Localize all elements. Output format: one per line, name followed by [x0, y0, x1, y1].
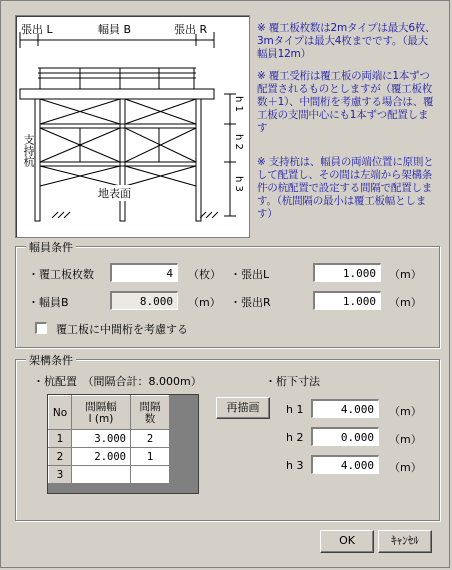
row-no: 3 — [49, 466, 72, 484]
middle-beam-checkbox[interactable] — [35, 322, 47, 334]
label-pile: 支持杭 — [22, 134, 35, 167]
interval-count-cell[interactable]: 2 — [131, 430, 170, 448]
row-no: 1 — [49, 430, 72, 448]
ok-button[interactable]: OK — [320, 530, 374, 553]
label-overhang-r: 張出 R — [174, 23, 208, 36]
interval-width-cell[interactable]: 3.000 — [72, 430, 131, 448]
col-header-no: No — [49, 396, 72, 430]
h1-input[interactable]: 4.000 — [311, 399, 379, 418]
interval-width-cell[interactable]: 2.000 — [72, 448, 131, 466]
note-beam: ※ 覆工受桁は覆工板の両端に1本ずつ配置されるものとしますが（覆工板枚数＋1）、中間桁を考慮する場合は、覆工板の支間中心にも1本ずつ配置します — [257, 70, 434, 134]
panel-count-input[interactable]: 4 — [110, 263, 178, 282]
label-h2: h 2 — [233, 134, 244, 150]
col-header-count: 間隔 数 — [131, 396, 170, 430]
pile-interval-grid — [47, 394, 199, 494]
width-field: 8.000 — [110, 291, 178, 310]
label-overhang-l: 張出 L — [21, 23, 53, 36]
interval-count-cell[interactable] — [131, 466, 170, 484]
cancel-button[interactable]: ｷｬﾝｾﾙ — [378, 530, 432, 553]
h3-label: h 3 — [286, 459, 304, 472]
overhang-l-label: ・張出L — [230, 268, 270, 281]
width-conditions-title: 幅員条件 — [26, 239, 76, 255]
h3-unit: （m） — [389, 461, 422, 474]
table-row — [49, 430, 170, 448]
label-width-b: 幅員 B — [98, 23, 132, 36]
note-pile: ※ 支持杭は、幅員の両端位置に原則として配置し、その間は左端から架構条件の杭配置で設定する間隔で配置します。（杭間隔の最小は覆工板幅とします） — [257, 156, 434, 220]
interval-count-cell[interactable]: 1 — [131, 448, 170, 466]
panel-count-label: ・覆工板枚数 — [28, 268, 94, 281]
structure-diagram — [15, 15, 250, 238]
row-no: 2 — [49, 448, 72, 466]
width-unit: （m） — [188, 296, 221, 309]
overhang-r-unit: （m） — [389, 296, 422, 309]
redraw-button[interactable]: 再描画 — [216, 397, 270, 419]
table-row — [49, 466, 170, 484]
width-label: ・幅員B — [28, 296, 69, 309]
overhang-r-input[interactable]: 1.000 — [313, 291, 381, 310]
h2-unit: （m） — [389, 433, 422, 446]
h3-input[interactable]: 4.000 — [311, 455, 379, 474]
h2-label: h 2 — [286, 431, 304, 444]
h2-input[interactable]: 0.000 — [311, 427, 379, 446]
h1-unit: （m） — [389, 405, 422, 418]
overhang-r-label: ・張出R — [230, 296, 271, 309]
panel-count-unit: （枚） — [188, 268, 221, 281]
label-h1: h 1 — [233, 96, 244, 112]
interval-width-cell[interactable] — [72, 466, 131, 484]
pile-interval-table — [48, 395, 170, 484]
frame-drawing — [16, 16, 249, 237]
note-panel-count: ※ 覆工板枚数は2mタイプは最大6枚、3mタイプは最大4枚までです。（最大幅員12m） — [257, 22, 436, 60]
label-h3: h 3 — [233, 176, 244, 192]
frame-conditions-title: 架構条件 — [26, 352, 76, 368]
overhang-l-unit: （m） — [389, 268, 422, 281]
overhang-l-input[interactable]: 1.000 — [313, 263, 381, 282]
col-header-width: 間隔幅 l (m) — [72, 396, 131, 430]
pile-layout-label: ・杭配置 （間隔合計：8.000m） — [33, 375, 202, 388]
label-ground: 地表面 — [98, 187, 131, 200]
table-row — [49, 448, 170, 466]
h1-label: h 1 — [286, 403, 304, 416]
girder-label: ・桁下寸法 — [265, 375, 320, 388]
middle-beam-label: 覆工板に中間桁を考慮する — [56, 323, 188, 336]
